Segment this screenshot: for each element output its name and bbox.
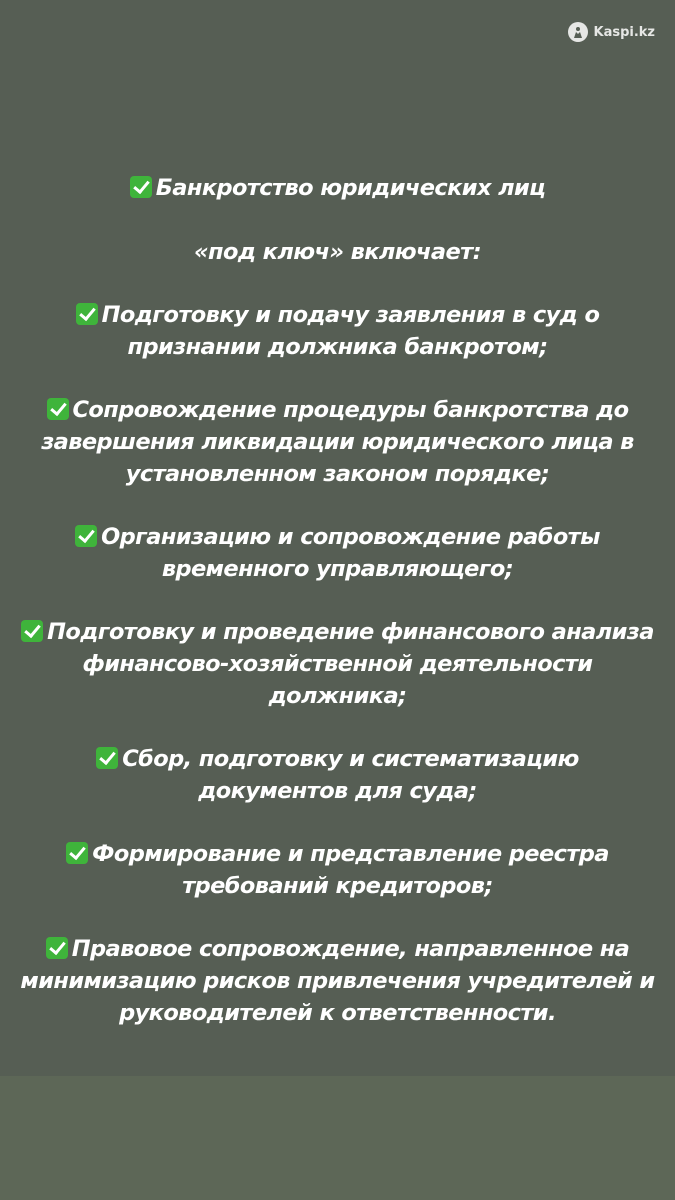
list-item	[20, 743, 655, 807]
green-checkmark-icon	[96, 747, 118, 769]
heading-text: Банкротство юридических лиц	[155, 175, 546, 201]
kaspi-watermark	[568, 22, 656, 42]
list-item	[20, 838, 655, 902]
green-checkmark-icon	[46, 937, 68, 959]
list-item	[20, 933, 655, 1029]
list-item-text: Подготовку и проведение финансового анализа финансово-хозяйственной деятельности должника;	[47, 619, 654, 709]
list-item	[20, 616, 655, 712]
heading-line-2: «под ключ» включает:	[194, 239, 481, 265]
list-item	[20, 521, 655, 585]
green-checkmark-icon	[76, 303, 98, 325]
service-list	[20, 172, 655, 1060]
bottom-band	[0, 1076, 675, 1200]
list-item-text: Подготовку и подачу заявления в суд о признании должника банкротом;	[101, 302, 600, 360]
list-item-text: Организацию и сопровождение работы временного управляющего;	[101, 524, 600, 582]
green-checkmark-icon	[66, 842, 88, 864]
green-checkmark-icon	[47, 398, 69, 420]
green-checkmark-icon	[21, 620, 43, 642]
list-item-text: Правовое сопровождение, направленное на минимизацию рисков привлечения учредителей и руководителей к ответственности.	[20, 936, 655, 1026]
list-item	[20, 394, 655, 490]
list-item-text: Сопровождение процедуры банкротства до завершения ликвидации юридического лица в установленном законом порядке;	[41, 397, 634, 487]
green-checkmark-icon	[75, 525, 97, 547]
list-item-text: Сбор, подготовку и систематизацию документов для суда;	[122, 746, 579, 804]
heading-line-1	[20, 172, 655, 204]
list-item	[20, 299, 655, 363]
list-item-text: Формирование и представление реестра требований кредиторов;	[92, 841, 609, 899]
green-checkmark-icon	[130, 176, 152, 198]
kaspi-logo-icon	[568, 22, 588, 42]
watermark-text: Kaspi.kz	[593, 24, 655, 40]
